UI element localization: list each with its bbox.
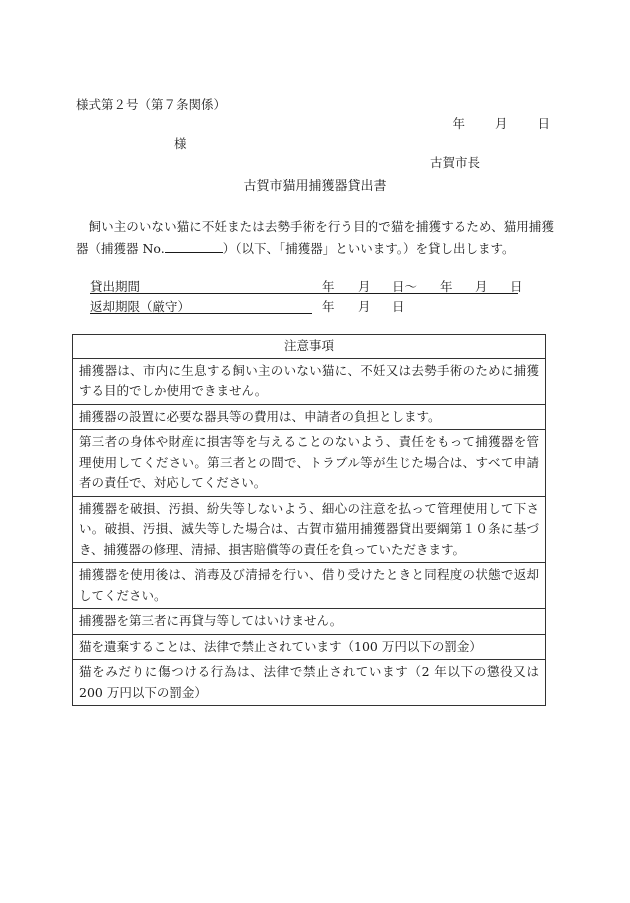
- loan-period-dates: [230, 277, 523, 294]
- note-item: 捕獲器の設置に必要な器具等の費用は、申請者の負担とします。: [73, 404, 546, 430]
- note-item: 捕獲器は、市内に生息する飼い主のいない猫に、不妊又は去勢手術のために捕獲する目的でしか使用できません。: [73, 358, 546, 404]
- table-row: [73, 660, 546, 706]
- body-text-part2: ）（以下、「捕獲器」といいます。）を貸し出します。: [222, 241, 515, 256]
- return-day: 日: [392, 299, 405, 314]
- table-row: [73, 496, 546, 563]
- issue-date: [452, 118, 550, 131]
- note-item: 捕獲器を破損、汚損、紛失等しないよう、細心の注意を払って管理使用して下さい。破損、汚損、滅失等した場合は、古賀市猫用捕獲器貸出要綱第１０条に基づき、捕獲器の修理、清掃、損害賠償等の責任を負っていただきます。: [73, 496, 546, 563]
- note-item: 猫をみだりに傷つける行為は、法律で禁止されています（2 年以下の懲役又は 200 万円以下の罰金）: [73, 660, 546, 706]
- form-number: 様式第２号（第７条関係）: [76, 97, 227, 112]
- table-row: [73, 358, 546, 404]
- loan-start-month: 月: [358, 279, 371, 294]
- addressee-suffix: 様: [174, 136, 187, 151]
- issuer-name: 古賀市長: [429, 155, 480, 170]
- table-row: [73, 404, 546, 430]
- table-row: [73, 634, 546, 660]
- loan-end-year: 年: [440, 279, 453, 294]
- document-title: 古賀市猫用捕獲器貸出書: [243, 179, 387, 194]
- notes-heading: 注意事項: [73, 335, 546, 359]
- loan-start-day: 日～: [392, 279, 418, 294]
- return-year: 年: [322, 299, 335, 314]
- loan-start-year: 年: [322, 279, 335, 294]
- loan-end-month: 月: [475, 279, 488, 294]
- note-item: 捕獲器を使用後は、消毒及び清掃を行い、借り受けたときと同程度の状態で返却してください。: [73, 563, 546, 609]
- note-item: 猫を遺棄することは、法律で禁止されています（100 万円以下の罰金）: [73, 634, 546, 660]
- body-paragraph: [76, 216, 554, 260]
- return-deadline-label: 返却期限（厳守）: [90, 297, 230, 314]
- loan-end-day: 日: [510, 279, 523, 294]
- body-text-part1: 飼い主のいない猫に不妊または去勢手術を行う目的で猫を捕獲するため、猫用捕獲器（捕獲器 No.: [76, 219, 554, 256]
- return-deadline-dates: [230, 297, 405, 314]
- notes-heading-row: [73, 335, 546, 359]
- date-month-label: 月: [494, 116, 508, 131]
- notes-table: [72, 334, 546, 706]
- table-row: [73, 563, 546, 609]
- trap-number-blank: [165, 240, 223, 253]
- date-day-label: 日: [537, 116, 550, 131]
- table-row: [73, 609, 546, 635]
- note-item: 捕獲器を第三者に再貸与等してはいけません。: [73, 609, 546, 635]
- note-item: 第三者の身体や財産に損害等を与えることのないよう、責任をもって捕獲器を管理使用してください。第三者との間で、トラブル等が生じた場合は、すべて申請者の責任で、対応してください。: [73, 430, 546, 497]
- loan-period-label: 貸出期間: [90, 277, 230, 294]
- return-month: 月: [358, 299, 371, 314]
- table-row: [73, 430, 546, 497]
- date-year-label: 年: [452, 116, 465, 131]
